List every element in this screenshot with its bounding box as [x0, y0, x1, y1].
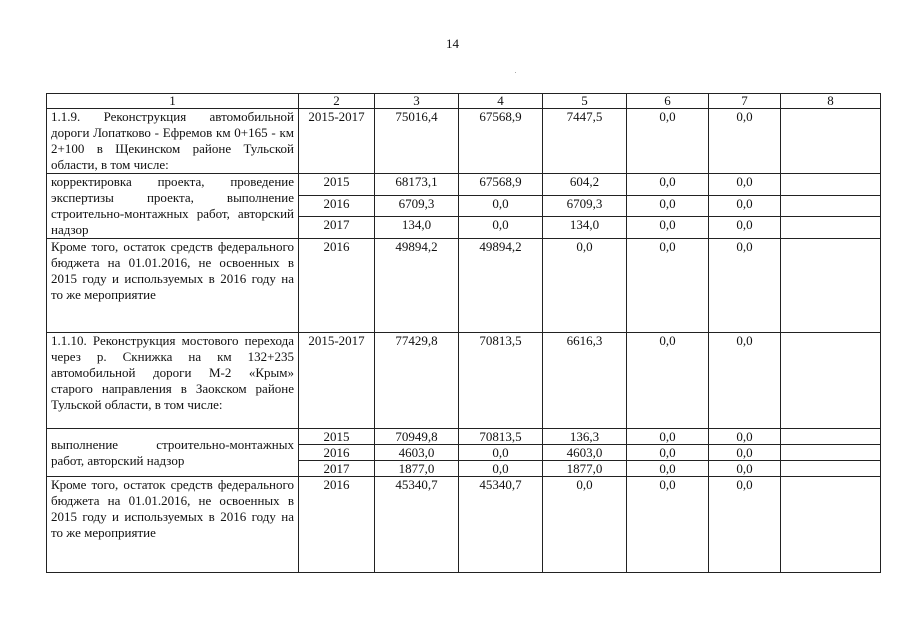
section2-title: 1.1.10. Реконструкция мостового перехода через р. Скнижка на км 132+235 автомобильной дороги М-2 «Крым» старого направления в Заокском районе Тульской области, в том числе: — [47, 333, 299, 429]
section2-sub-1-col3: 70949,8 — [375, 429, 459, 445]
section2-sub-3-year: 2017 — [299, 461, 375, 477]
section2-sub-2-col7: 0,0 — [709, 445, 781, 461]
section2-extra-col3: 45340,7 — [375, 477, 459, 573]
section2-total-col6: 0,0 — [627, 333, 709, 429]
section1-extra-col7: 0,0 — [709, 239, 781, 333]
section2-total-year: 2015-2017 — [299, 333, 375, 429]
section1-extra-col3: 49894,2 — [375, 239, 459, 333]
section1-total-col4: 67568,9 — [459, 109, 543, 174]
section2-sub-3-col4: 0,0 — [459, 461, 543, 477]
section1-extra-year: 2016 — [299, 239, 375, 333]
section1-total-col8 — [781, 109, 881, 174]
header-cell-8: 8 — [781, 94, 881, 109]
header-cell-7: 7 — [709, 94, 781, 109]
section2-sub-3-col7: 0,0 — [709, 461, 781, 477]
section2-sub-1-col7: 0,0 — [709, 429, 781, 445]
section2-sub-1-col6: 0,0 — [627, 429, 709, 445]
section1-sub-1-col3: 68173,1 — [375, 174, 459, 196]
header-cell-5: 5 — [543, 94, 627, 109]
section2-sub-3-col8 — [781, 461, 881, 477]
section2-extra-col7: 0,0 — [709, 477, 781, 573]
section2-total-row — [47, 333, 881, 429]
section2-total-col4: 70813,5 — [459, 333, 543, 429]
section2-sub-1-year: 2015 — [299, 429, 375, 445]
section1-sub-3-col4: 0,0 — [459, 217, 543, 239]
section1-extra-col4: 49894,2 — [459, 239, 543, 333]
section1-extra-col8 — [781, 239, 881, 333]
section2-sub-3-col6: 0,0 — [627, 461, 709, 477]
scan-speck — [515, 72, 516, 73]
section2-sub-2-col5: 4603,0 — [543, 445, 627, 461]
section1-sub-2-col4: 0,0 — [459, 195, 543, 217]
section1-sub-1-year: 2015 — [299, 174, 375, 196]
section2-total-col5: 6616,3 — [543, 333, 627, 429]
section2-extra-col4: 45340,7 — [459, 477, 543, 573]
section1-sub-1-col4: 67568,9 — [459, 174, 543, 196]
section1-extra-col6: 0,0 — [627, 239, 709, 333]
section1-sub-2-year: 2016 — [299, 195, 375, 217]
section1-title: 1.1.9. Реконструкция автомобильной дороги Лопатково - Ефремов км 0+165 - км 2+100 в Щекинском районе Тульской области, в том числе: — [47, 109, 299, 174]
section2-sub-2-year: 2016 — [299, 445, 375, 461]
section2-total-col3: 77429,8 — [375, 333, 459, 429]
section2-extra-col6: 0,0 — [627, 477, 709, 573]
section1-total-col5: 7447,5 — [543, 109, 627, 174]
section1-sub-2-col5: 6709,3 — [543, 195, 627, 217]
section2-sub-2-col4: 0,0 — [459, 445, 543, 461]
section1-sub-3-col7: 0,0 — [709, 217, 781, 239]
section1-extra-col5: 0,0 — [543, 239, 627, 333]
section1-extra-description: Кроме того, остаток средств федерального бюджета на 01.01.2016, не освоенных в 2015 году и используемых в 2016 году на то же мероприятие — [47, 239, 299, 333]
header-cell-1: 1 — [47, 94, 299, 109]
header-cell-2: 2 — [299, 94, 375, 109]
section1-sub-3-col3: 134,0 — [375, 217, 459, 239]
section2-sub-1-col4: 70813,5 — [459, 429, 543, 445]
section1-sub-1-col6: 0,0 — [627, 174, 709, 196]
section1-sub-row-1 — [47, 174, 881, 196]
section2-total-col7: 0,0 — [709, 333, 781, 429]
section1-sub-description: корректировка проекта, проведение экспертизы проекта, выполнение строительно-монтажных работ, авторский надзор — [47, 174, 299, 239]
section1-total-year: 2015-2017 — [299, 109, 375, 174]
section2-sub-row-1 — [47, 429, 881, 445]
section1-sub-1-col5: 604,2 — [543, 174, 627, 196]
section2-extra-row — [47, 477, 881, 573]
section1-sub-2-col3: 6709,3 — [375, 195, 459, 217]
section2-sub-2-col6: 0,0 — [627, 445, 709, 461]
section2-extra-year: 2016 — [299, 477, 375, 573]
section2-sub-description: выполнение строительно-монтажных работ, авторский надзор — [47, 429, 299, 477]
section1-sub-3-col8 — [781, 217, 881, 239]
section2-sub-1-col5: 136,3 — [543, 429, 627, 445]
header-row — [47, 94, 881, 109]
section2-extra-col8 — [781, 477, 881, 573]
section2-sub-3-col3: 1877,0 — [375, 461, 459, 477]
section1-sub-1-col7: 0,0 — [709, 174, 781, 196]
section2-sub-2-col3: 4603,0 — [375, 445, 459, 461]
section2-sub-3-col5: 1877,0 — [543, 461, 627, 477]
section1-total-row — [47, 109, 881, 174]
section1-sub-2-col6: 0,0 — [627, 195, 709, 217]
section1-total-col7: 0,0 — [709, 109, 781, 174]
header-cell-3: 3 — [375, 94, 459, 109]
section2-total-col8 — [781, 333, 881, 429]
header-cell-6: 6 — [627, 94, 709, 109]
budget-table — [46, 93, 881, 573]
header-cell-4: 4 — [459, 94, 543, 109]
section1-sub-2-col8 — [781, 195, 881, 217]
section1-sub-3-col5: 134,0 — [543, 217, 627, 239]
section1-extra-row — [47, 239, 881, 333]
section2-sub-1-col8 — [781, 429, 881, 445]
section1-total-col3: 75016,4 — [375, 109, 459, 174]
section1-sub-3-col6: 0,0 — [627, 217, 709, 239]
section2-extra-col5: 0,0 — [543, 477, 627, 573]
section1-sub-3-year: 2017 — [299, 217, 375, 239]
section1-sub-1-col8 — [781, 174, 881, 196]
section2-extra-description: Кроме того, остаток средств федерального бюджета на 01.01.2016, не освоенных в 2015 году и используемых в 2016 году на то же мероприятие — [47, 477, 299, 573]
page-number: 14 — [446, 36, 459, 51]
section2-sub-2-col8 — [781, 445, 881, 461]
section1-total-col6: 0,0 — [627, 109, 709, 174]
section1-sub-2-col7: 0,0 — [709, 195, 781, 217]
